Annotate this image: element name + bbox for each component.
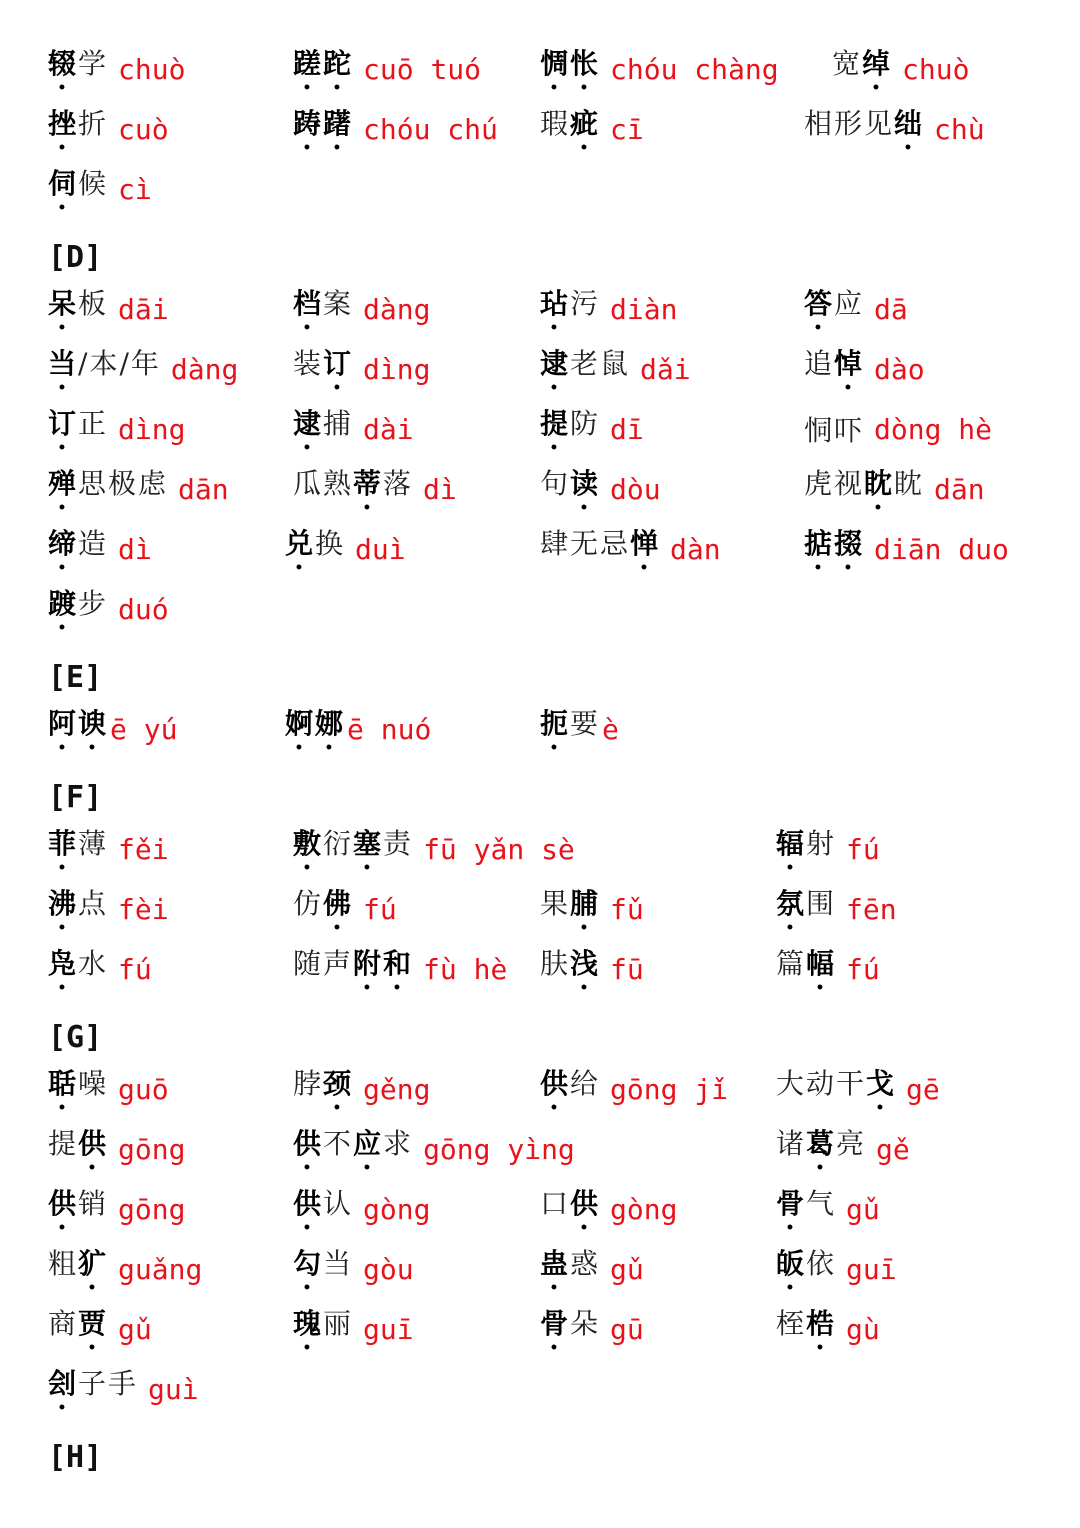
- pinyin: guī: [363, 1312, 414, 1346]
- word: 氛围: [776, 887, 837, 920]
- word: 逮捕: [293, 407, 354, 440]
- section-heading-g: [G]: [48, 1019, 103, 1055]
- pinyin: fěi: [118, 832, 169, 866]
- pinyin: dòu: [610, 472, 661, 506]
- row: [0, 1119, 1080, 1179]
- entry: [48, 1179, 185, 1239]
- word: 骨气: [776, 1187, 837, 1220]
- word: 刽子手: [48, 1367, 139, 1400]
- word: 随声附和: [293, 947, 414, 980]
- entry: [540, 1239, 644, 1299]
- entry: [540, 459, 661, 519]
- pinyin: fū: [610, 952, 644, 986]
- entry: [776, 879, 897, 939]
- pinyin: gòng: [610, 1192, 678, 1226]
- word: 兑换: [285, 527, 346, 560]
- entry: [48, 1059, 169, 1119]
- word: 惆怅: [540, 47, 601, 80]
- word: 挫折: [48, 107, 109, 140]
- entry: [776, 1239, 897, 1299]
- word: 仿佛: [293, 887, 354, 920]
- word: 果脯: [540, 887, 601, 920]
- word: 肤浅: [540, 947, 601, 980]
- pinyin: gōng: [118, 1192, 186, 1226]
- entry: [48, 519, 152, 579]
- entry: [293, 939, 507, 999]
- pinyin: cī: [610, 112, 644, 146]
- pinyin: gōng jǐ: [610, 1072, 729, 1106]
- entry: [776, 1179, 880, 1239]
- pinyin: fú: [846, 832, 880, 866]
- entry: [285, 519, 406, 579]
- row: [0, 159, 1080, 219]
- section-heading-d: [D]: [48, 239, 103, 275]
- entry: [293, 1299, 414, 1359]
- pinyin: diān duo: [874, 532, 1009, 566]
- pinyin: cì: [118, 172, 152, 206]
- pinyin: chuò: [902, 52, 970, 86]
- entry: [540, 279, 677, 339]
- word: 缔造: [48, 527, 109, 560]
- word: 虎视眈眈: [804, 467, 925, 500]
- entry: [776, 1119, 910, 1179]
- row: [0, 399, 1080, 459]
- pinyin: dàng: [170, 352, 239, 386]
- pinyin: gū: [610, 1312, 644, 1346]
- word: 逮老鼠: [540, 347, 631, 380]
- pinyin: dì: [118, 532, 152, 566]
- word: 篇幅: [776, 947, 837, 980]
- pinyin: guō: [118, 1072, 169, 1106]
- word: 供销: [48, 1187, 109, 1220]
- entry: [804, 519, 1009, 579]
- entry: [540, 399, 644, 459]
- pinyin: fú: [846, 952, 880, 986]
- row: [0, 339, 1080, 399]
- word: 大动干戈: [776, 1067, 897, 1100]
- word: 菲薄: [48, 827, 109, 860]
- entry: [293, 1239, 414, 1299]
- entry: [293, 879, 397, 939]
- word: 瑰丽: [293, 1307, 354, 1340]
- pinyin: dī: [610, 412, 644, 446]
- word: 当/本/年: [48, 347, 161, 380]
- pinyin: guī: [846, 1252, 897, 1286]
- entry: [293, 39, 481, 99]
- entry: [293, 279, 430, 339]
- word: 婀娜: [285, 707, 346, 740]
- entry: [540, 879, 644, 939]
- row: [0, 1239, 1080, 1299]
- entry: [48, 939, 152, 999]
- pinyin: cuò: [118, 112, 169, 146]
- pinyin: dān: [178, 472, 229, 506]
- pinyin: chuò: [118, 52, 186, 86]
- entry: [804, 279, 908, 339]
- word: 供认: [293, 1187, 354, 1220]
- word: 档案: [293, 287, 354, 320]
- entry: [293, 819, 575, 879]
- entry: [48, 279, 169, 339]
- pinyin: gòng: [363, 1192, 431, 1226]
- pinyin: gǔ: [610, 1252, 644, 1286]
- entry: [832, 39, 969, 99]
- word: 瑕疵: [540, 107, 601, 140]
- word: 凫水: [48, 947, 109, 980]
- row: [0, 1299, 1080, 1359]
- entry: [540, 939, 644, 999]
- row: [0, 699, 1080, 759]
- word: 伺候: [48, 167, 109, 200]
- pinyin: gǔ: [846, 1192, 880, 1226]
- entry: [540, 1179, 677, 1239]
- pinyin: dìng: [118, 412, 186, 446]
- word: 供给: [540, 1067, 601, 1100]
- word: 扼要: [540, 707, 601, 740]
- pinyin: fēn: [846, 892, 897, 926]
- pinyin: fǔ: [610, 892, 644, 926]
- word: 诸葛亮: [776, 1127, 867, 1160]
- pinyin: duì: [355, 532, 406, 566]
- pinyin: dòng hè: [874, 412, 993, 446]
- word: 相形见绌: [804, 107, 925, 140]
- row: [0, 819, 1080, 879]
- section-heading-e: [E]: [48, 659, 103, 695]
- word: 玷污: [540, 287, 601, 320]
- entry: [48, 819, 169, 879]
- entry: [804, 399, 992, 459]
- pinyin: chóu chú: [363, 112, 498, 146]
- word: 商贾: [48, 1307, 109, 1340]
- entry: [48, 1359, 199, 1419]
- word: 骨朵: [540, 1307, 601, 1340]
- entry: [540, 519, 721, 579]
- word: 蛊惑: [540, 1247, 601, 1280]
- pinyin: è: [602, 712, 619, 746]
- entry: [540, 1059, 728, 1119]
- entry: [293, 1059, 430, 1119]
- pinyin: gǔ: [118, 1312, 152, 1346]
- pinyin: ē yú: [110, 712, 178, 746]
- pinyin: gěng: [363, 1072, 431, 1106]
- pinyin: fú: [363, 892, 397, 926]
- entry: [804, 459, 985, 519]
- entry: [540, 1299, 644, 1359]
- entry: [285, 699, 431, 759]
- row: [0, 939, 1080, 999]
- pinyin: chóu chàng: [610, 52, 779, 86]
- pinyin: guì: [148, 1372, 199, 1406]
- pinyin: dàng: [363, 292, 431, 326]
- word: 提防: [540, 407, 601, 440]
- word: 殚思极虑: [48, 467, 169, 500]
- word: 粗犷: [48, 1247, 109, 1280]
- entry: [293, 399, 414, 459]
- word: 勾当: [293, 1247, 354, 1280]
- row: [0, 1059, 1080, 1119]
- word: 踌躇: [293, 107, 354, 140]
- pinyin: fù hè: [423, 952, 508, 986]
- row: [0, 279, 1080, 339]
- word: 桎梏: [776, 1307, 837, 1340]
- pinyin: dā: [874, 292, 908, 326]
- pinyin: gù: [846, 1312, 880, 1346]
- entry: [293, 339, 430, 399]
- word: 追悼: [804, 347, 865, 380]
- entry: [48, 99, 169, 159]
- pinyin: diàn: [610, 292, 678, 326]
- word: 宽绰: [832, 47, 893, 80]
- entry: [804, 99, 985, 159]
- word: 恫吓: [804, 414, 865, 447]
- entry: [48, 399, 185, 459]
- entry: [48, 159, 152, 219]
- row: [0, 99, 1080, 159]
- word: 装订: [293, 347, 354, 380]
- entry: [804, 339, 925, 399]
- pinyin: dàn: [670, 532, 721, 566]
- pinyin: guǎng: [118, 1252, 203, 1286]
- entry: [776, 1059, 940, 1119]
- pinyin: gē: [906, 1072, 940, 1106]
- pinyin: dài: [363, 412, 414, 446]
- word: 答应: [804, 287, 865, 320]
- word: 沸点: [48, 887, 109, 920]
- section-heading-f: [F]: [48, 779, 103, 815]
- word: 呆板: [48, 287, 109, 320]
- entry: [293, 1179, 430, 1239]
- entry: [293, 1119, 575, 1179]
- entry: [540, 339, 691, 399]
- word: 蹉跎: [293, 47, 354, 80]
- entry: [776, 1299, 880, 1359]
- pinyin: dì: [423, 472, 457, 506]
- row: [0, 1359, 1080, 1419]
- entry: [540, 99, 644, 159]
- word: 口供: [540, 1187, 601, 1220]
- pinyin: chù: [934, 112, 985, 146]
- word: 敷衍塞责: [293, 827, 414, 860]
- entry: [48, 1119, 185, 1179]
- pinyin: fú: [118, 952, 152, 986]
- entry: [48, 579, 169, 639]
- word: 皈依: [776, 1247, 837, 1280]
- pinyin: cuō tuó: [363, 52, 482, 86]
- pinyin: dìng: [363, 352, 431, 386]
- word: 瓜熟蒂落: [293, 467, 414, 500]
- pinyin: gōng yìng: [423, 1132, 575, 1166]
- word: 聒噪: [48, 1067, 109, 1100]
- word: 供不应求: [293, 1127, 414, 1160]
- row: [0, 879, 1080, 939]
- word: 订正: [48, 407, 109, 440]
- pinyin: ē nuó: [347, 712, 432, 746]
- word: 提供: [48, 1127, 109, 1160]
- entry: [293, 99, 498, 159]
- entry: [776, 939, 880, 999]
- pinyin: dǎi: [640, 352, 691, 386]
- entry: [48, 1239, 202, 1299]
- row: [0, 1179, 1080, 1239]
- pinyin: dāi: [118, 292, 169, 326]
- pinyin: dào: [874, 352, 925, 386]
- pinyin: gě: [876, 1132, 910, 1166]
- pinyin: duó: [118, 592, 169, 626]
- pinyin: gōng: [118, 1132, 186, 1166]
- pinyin: fū yǎn sè: [423, 832, 575, 866]
- word: 踱步: [48, 587, 109, 620]
- pinyin: gòu: [363, 1252, 414, 1286]
- entry: [540, 39, 779, 99]
- row: [0, 519, 1080, 579]
- pinyin: dān: [934, 472, 985, 506]
- word: 脖颈: [293, 1067, 354, 1100]
- entry: [48, 339, 238, 399]
- entry: [48, 699, 177, 759]
- word: 肆无忌惮: [540, 527, 661, 560]
- entry: [293, 459, 457, 519]
- row: [0, 579, 1080, 639]
- entry: [540, 699, 619, 759]
- word: 阿谀: [48, 707, 109, 740]
- row: [0, 39, 1080, 99]
- section-heading-h: [H]: [48, 1439, 103, 1475]
- row: [0, 459, 1080, 519]
- word: 辐射: [776, 827, 837, 860]
- word: 掂掇: [804, 527, 865, 560]
- word: 辍学: [48, 47, 109, 80]
- entry: [48, 39, 185, 99]
- entry: [48, 459, 229, 519]
- entry: [776, 819, 880, 879]
- word: 句读: [540, 467, 601, 500]
- entry: [48, 879, 169, 939]
- pinyin: fèi: [118, 892, 169, 926]
- entry: [48, 1299, 152, 1359]
